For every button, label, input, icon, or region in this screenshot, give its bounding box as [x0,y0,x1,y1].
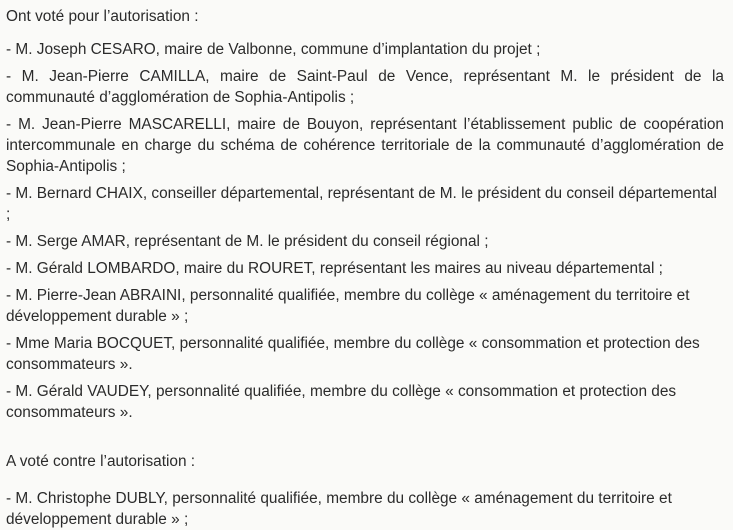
list-item: - M. Pierre-Jean ABRAINI, personnalité qualifiée, membre du collège « aménagement du territoire et développement durable » ; [6,287,690,325]
votes-for-heading: Ont voté pour l’autorisation : [6,8,199,25]
list-item: - M. Jean-Pierre MASCARELLI, maire de Bouyon, représentant l’établissement public de coopération intercommunale en charge du schéma de cohérence territoriale de la communauté d’agglomération de Sophia-Antipolis ; [6,116,724,175]
list-item: - Mme Maria BOCQUET, personnalité qualifiée, membre du collège « consommation et protection des consommateurs ». [6,335,700,373]
votes-against-heading: A voté contre l’autorisation : [6,453,196,470]
votes-for-list [6,39,724,423]
list-item: - M. Joseph CESARO, maire de Valbonne, commune d’implantation du projet ; [6,41,541,58]
list-item: - M. Gérald LOMBARDO, maire du ROURET, représentant les maires au niveau départemental ; [6,260,663,277]
votes-against-list [6,488,724,530]
list-item: - M. Christophe DUBLY, personnalité qualifiée, membre du collège « aménagement du territoire et développement durable » ; [6,490,672,528]
list-item: - M. Jean-Pierre CAMILLA, maire de Saint-Paul de Vence, représentant M. le président de la communauté d’agglomération de Sophia-Antipolis ; [6,68,724,106]
list-item: - M. Bernard CHAIX, conseiller départemental, représentant de M. le président du conseil départemental ; [6,185,717,223]
list-item: - M. Serge AMAR, représentant de M. le président du conseil régional ; [6,233,489,250]
document-page [6,0,724,530]
list-item: - M. Gérald VAUDEY, personnalité qualifiée, membre du collège « consommation et protection des consommateurs ». [6,383,677,421]
